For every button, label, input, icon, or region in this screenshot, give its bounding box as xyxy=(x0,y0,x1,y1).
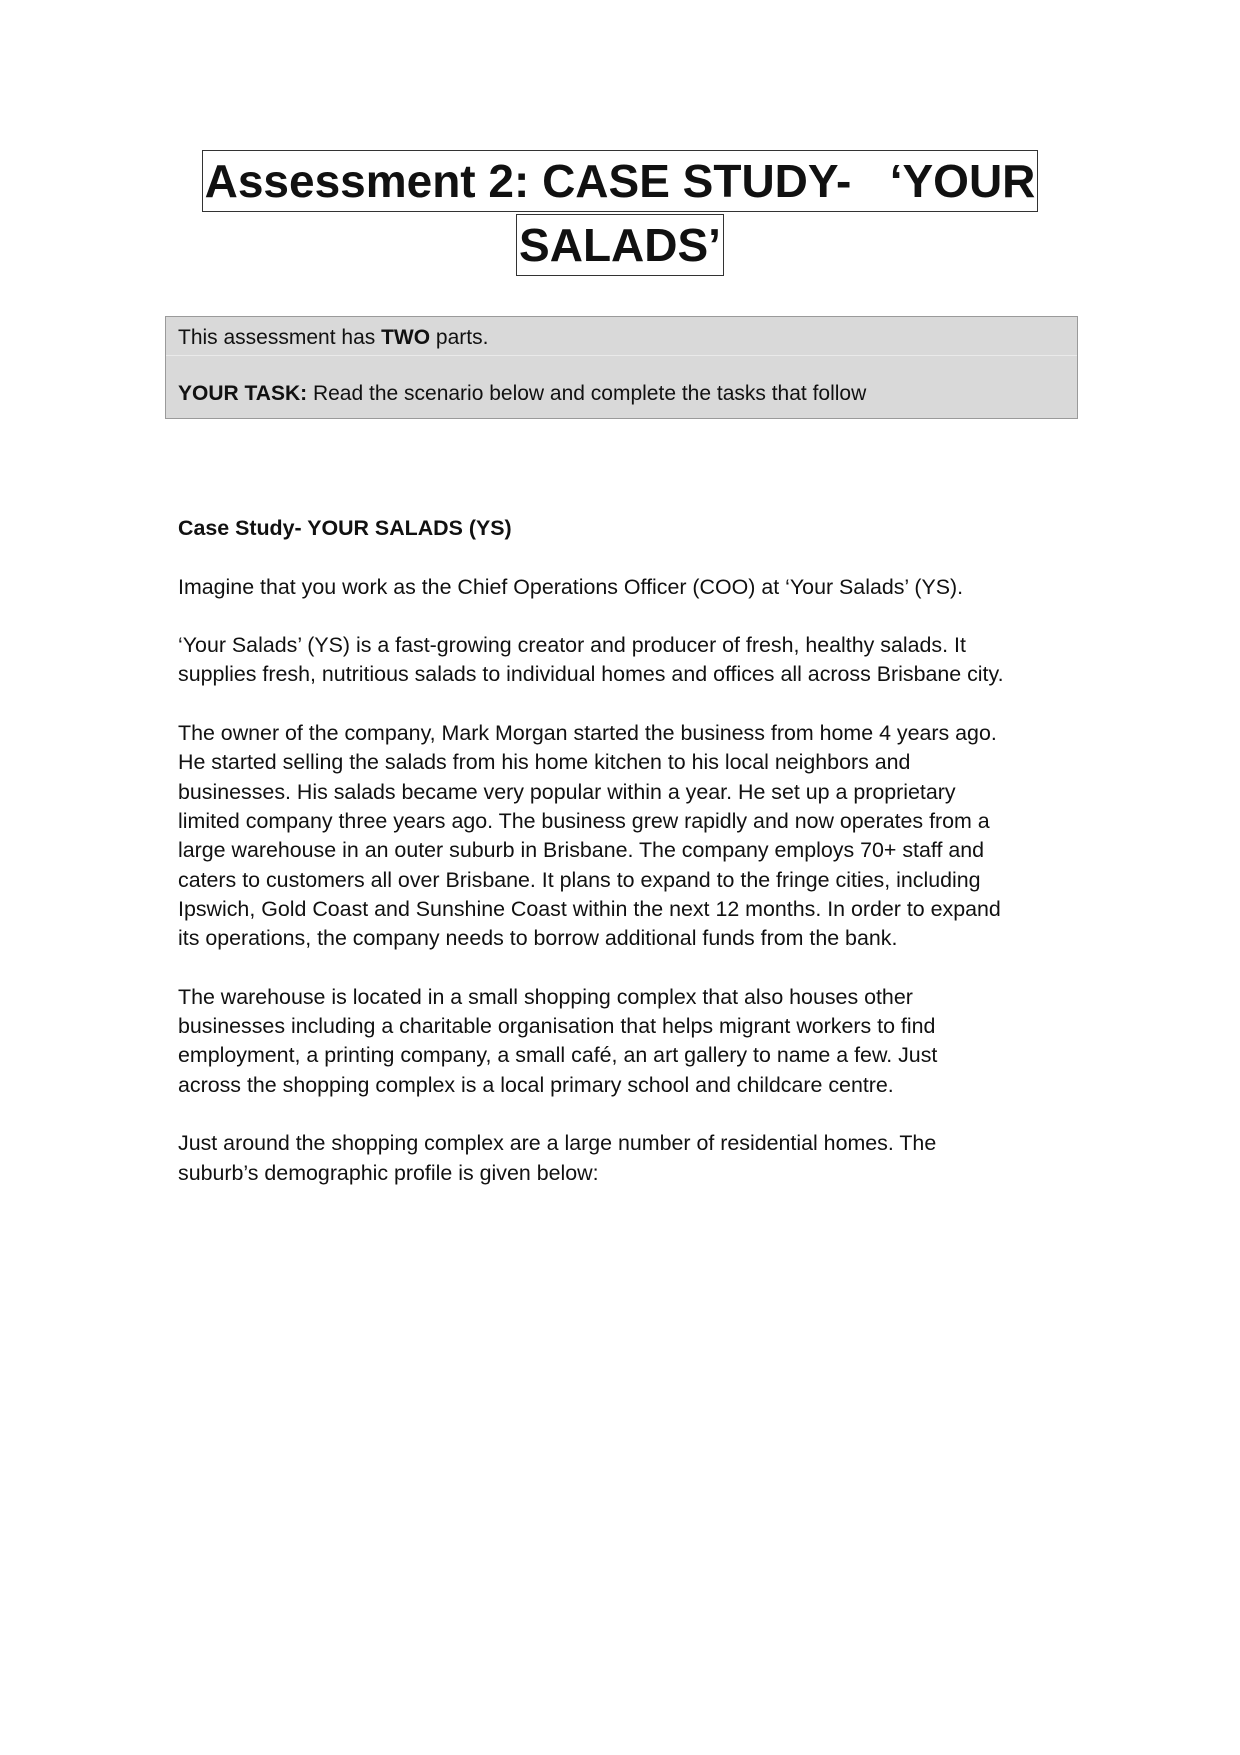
case-study-heading-prefix: Case Study- xyxy=(178,516,308,540)
paragraph-role: Imagine that you work as the Chief Operations Officer (COO) at ‘Your Salads’ (YS). xyxy=(178,574,964,599)
title-block xyxy=(0,150,1240,276)
paragraph-company-intro: ‘Your Salads’ (YS) is a fast-growing creator and producer of fresh, healthy salads. It supplies fresh, nutritious salads to individual homes and offices all across Brisbane city. xyxy=(178,633,1004,687)
assessment-parts-note xyxy=(178,324,488,352)
case-study-heading-title: YOUR SALADS (YS) xyxy=(307,516,512,540)
task-info-box xyxy=(165,316,1078,419)
parts-suffix: parts. xyxy=(430,326,489,349)
paragraph-demographics-intro: Just around the shopping complex are a large number of residential homes. The suburb’s demographic profile is given below: xyxy=(178,1131,937,1185)
task-text: Read the scenario below and complete the tasks that follow xyxy=(307,382,867,405)
page-title-line-1: Assessment 2: CASE STUDY- ‘YOUR xyxy=(202,150,1039,212)
parts-count: TWO xyxy=(381,326,431,349)
paragraph-warehouse-location: The warehouse is located in a small shopping complex that also houses other businesses including a charitable organisation that helps migrant workers to find employment, a printing company, a small café, an art gallery to name a few. Just across the shopping complex is a local primary school and childcare centre. xyxy=(178,984,938,1097)
case-study-heading xyxy=(178,514,1078,543)
case-study-content xyxy=(178,514,1078,1217)
task-instruction xyxy=(178,380,866,408)
parts-prefix: This assessment has xyxy=(178,326,382,349)
paragraph-company-history: The owner of the company, Mark Morgan started the business from home 4 years ago. He started selling the salads from his home kitchen to his local neighbors and businesses. His salads became very popular within a year. He set up a proprietary limited company three years ago. The business grew rapidly and now operates from a large warehouse in an outer suburb in Brisbane. The company employs 70+ staff and caters to customers all over Brisbane. It plans to expand to the fringe cities, including Ipswich, Gold Coast and Sunshine Coast within the next 12 months. In order to expand its operations, the company needs to borrow additional funds from the bank. xyxy=(178,721,1001,951)
task-label: YOUR TASK: xyxy=(178,382,308,405)
page-title-line-2: SALADS’ xyxy=(516,214,724,276)
table-row-divider xyxy=(166,355,1077,356)
